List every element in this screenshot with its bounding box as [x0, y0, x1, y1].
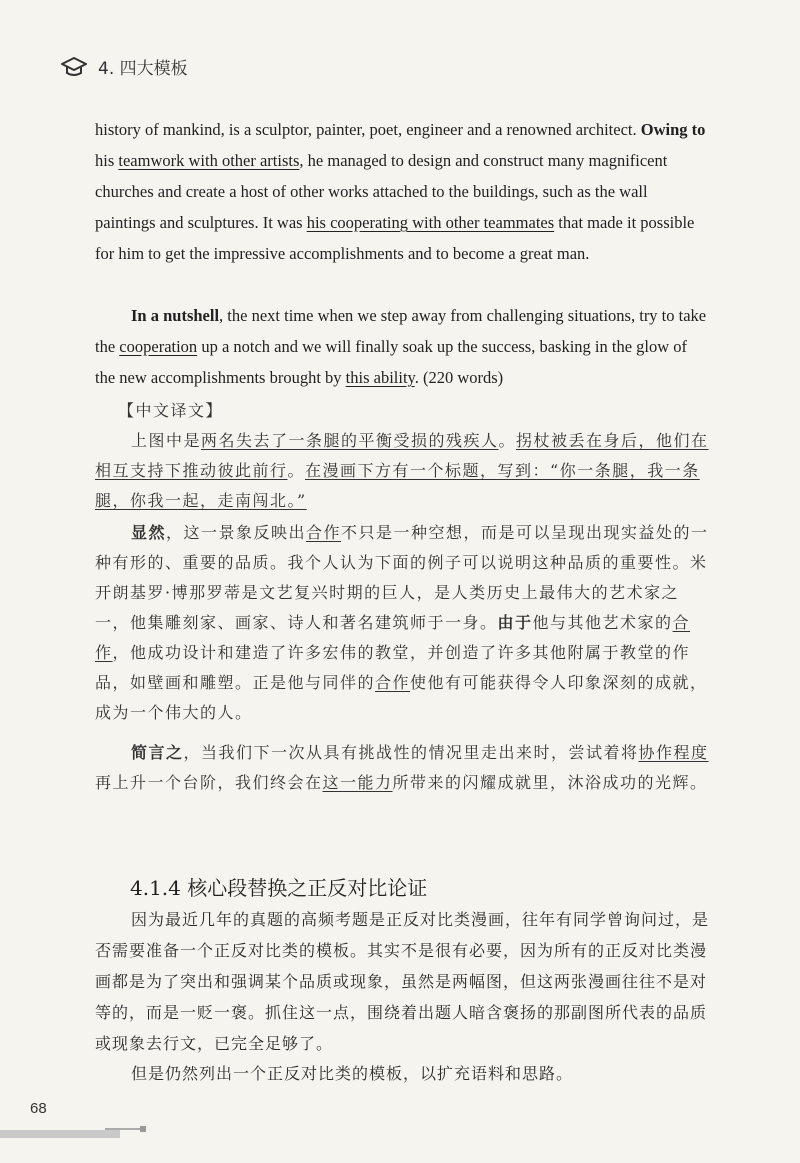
- underlined-phrase: 在漫画下方有一个标题，写到：“你一条腿，我一条腿，你我一起，走南闯北。”: [95, 461, 700, 510]
- chinese-paragraph-2: 显然，这一景象反映出合作不只是一种空想，而是可以呈现出现实益处的一种有形的、重要的品质。我个人认为下面的例子可以说明这种品质的重要性。米开朗基罗·博那罗蒂是文艺复兴时期的巨人，是人类历史上最伟大的艺术家之一，他集雕刻家、画家、诗人和著名建筑师于一身。由于他与其他艺术家的合作，他成功设计和建造了许多宏伟的教堂，并创造了许多其他附属于教堂的作品，如壁画和雕塑。正是他与同伴的合作使他有可能获得令人印象深刻的成就，成为一个伟大的人。: [95, 523, 709, 722]
- translation-label: 【中文译文】: [118, 401, 224, 420]
- section-heading: 4.1.4 核心段替换之正反对比论证: [130, 876, 428, 900]
- page-number: 68: [30, 1100, 47, 1117]
- underlined-phrase: 协作程度: [638, 743, 709, 762]
- chapter-title: 4. 四大模板: [98, 59, 188, 79]
- underlined-phrase: this ability: [345, 368, 415, 387]
- linking-phrase: In a nutshell: [131, 306, 220, 325]
- english-paragraph-2: In a nutshell, the next time when we step away from challenging situations, try to take the cooperation up a notch and we will finally soak up the success, basking in the glow of the new accomplishments brought by this ability. (220 words): [95, 306, 707, 387]
- underlined-phrase: 拐杖被丢在身后，他们在相互支持下推动彼此前行: [95, 431, 709, 480]
- footer-marker: [140, 1126, 146, 1132]
- chinese-paragraph-3: 简言之，当我们下一次从具有挑战性的情况里走出来时，尝试着将协作程度再上升一个台阶，我们终会在这一能力所带来的闪耀成就里，沐浴成功的光辉。: [95, 743, 709, 792]
- chinese-paragraph-1: 上图中是两名失去了一条腿的平衡受损的残疾人。拐杖被丢在身后，他们在相互支持下推动彼此前行。在漫画下方有一个标题，写到：“你一条腿，我一条腿，你我一起，走南闯北。”: [95, 431, 709, 510]
- body-paragraph-1: 因为最近几年的真题的高频考题是正反对比类漫画，往年有同学曾询问过，是否需要准备一个正反对比类的模板。其实不是很有必要，因为所有的正反对比类漫画都是为了突出和强调某个品质或现象，虽然是两幅图，但这两张漫画往往不是对等的，而是一贬一褒。抓住这一点，围绕着出题人暗含褒扬的那副图所代表的品质或现象去行文，已完全足够了。: [95, 910, 710, 1053]
- body-paragraph-2: 但是仍然列出一个正反对比类的模板，以扩充语料和思路。: [131, 1064, 574, 1083]
- underlined-phrase: 这一能力: [322, 773, 393, 792]
- graduation-cap-icon: [60, 56, 88, 78]
- linking-phrase: 显然: [131, 523, 167, 542]
- underlined-phrase: 合作: [306, 523, 342, 542]
- footer-bar: [0, 1130, 120, 1138]
- page-header: [60, 54, 188, 79]
- linking-phrase: Owing to: [640, 120, 706, 139]
- footer-rule: [105, 1128, 140, 1130]
- underlined-phrase: 合作: [95, 613, 691, 662]
- linking-phrase: 简言之: [131, 743, 184, 762]
- underlined-phrase: teamwork with other artists: [118, 151, 300, 170]
- underlined-phrase: 合作: [375, 673, 411, 692]
- english-paragraph-1: history of mankind, is a sculptor, painter, poet, engineer and a renowned architect. Owing to his teamwork with other artists, he managed to design and construct many magnificent churches and create a host of other works attached to the buildings, such as the wall paintings and sculptures. It was his cooperating with other teammates that made it possible for him to get the impressive accomplishments and to become a great man.: [95, 120, 706, 263]
- linking-phrase: 由于: [497, 613, 533, 632]
- underlined-phrase: 两名失去了一条腿的平衡受损的残疾人: [201, 431, 499, 450]
- underlined-phrase: his cooperating with other teammates: [306, 213, 555, 232]
- underlined-phrase: cooperation: [119, 337, 198, 356]
